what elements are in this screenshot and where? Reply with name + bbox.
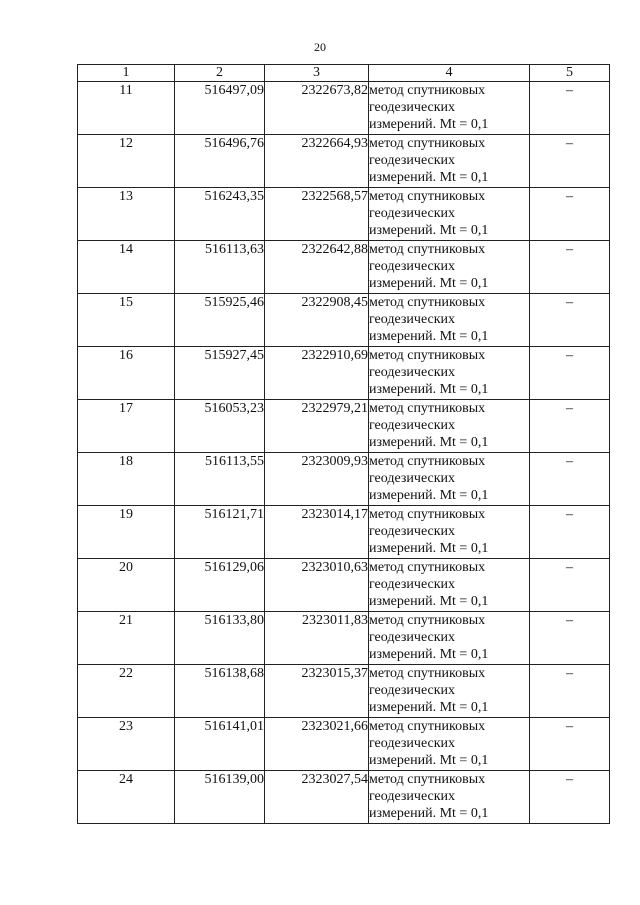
method-description (369, 559, 530, 612)
coordinate-x: 515927,45 (175, 347, 265, 400)
point-number: 17 (78, 400, 175, 453)
page-number: 20 (314, 40, 326, 54)
table-row (78, 294, 610, 347)
method-line: метод спутниковых (369, 560, 486, 575)
method-line: геодезических (369, 418, 456, 433)
point-number: 11 (78, 82, 175, 135)
header-col-1: 1 (78, 65, 175, 82)
coordinate-x: 516497,09 (175, 82, 265, 135)
coordinate-x: 516133,80 (175, 612, 265, 665)
method-description (369, 453, 530, 506)
coordinate-y: 2322642,88 (265, 241, 369, 294)
method-line: измерений. Mt = 0,1 (369, 806, 489, 821)
method-line: измерений. Mt = 0,1 (369, 170, 489, 185)
coordinate-y: 2323009,93 (265, 453, 369, 506)
coordinate-x: 516053,23 (175, 400, 265, 453)
method-line: метод спутниковых (369, 295, 486, 310)
point-number: 15 (78, 294, 175, 347)
coordinate-y: 2323014,17 (265, 506, 369, 559)
method-line: метод спутниковых (369, 348, 486, 363)
table-row (78, 771, 610, 824)
method-description (369, 294, 530, 347)
table-row (78, 559, 610, 612)
method-line: метод спутниковых (369, 454, 486, 469)
method-description (369, 188, 530, 241)
point-number: 13 (78, 188, 175, 241)
table-row (78, 400, 610, 453)
method-description (369, 135, 530, 188)
accuracy-value: – (530, 135, 610, 188)
method-line: измерений. Mt = 0,1 (369, 435, 489, 450)
point-number: 12 (78, 135, 175, 188)
method-line: метод спутниковых (369, 507, 486, 522)
coordinate-y: 2322908,45 (265, 294, 369, 347)
header-col-4: 4 (369, 65, 530, 82)
point-number: 16 (78, 347, 175, 400)
method-line: измерений. Mt = 0,1 (369, 276, 489, 291)
method-line: измерений. Mt = 0,1 (369, 329, 489, 344)
method-line: геодезических (369, 789, 456, 804)
accuracy-value: – (530, 347, 610, 400)
table-body (78, 82, 610, 824)
coordinate-y: 2322910,69 (265, 347, 369, 400)
method-line: геодезических (369, 100, 456, 115)
coordinate-y: 2322568,57 (265, 188, 369, 241)
table-row (78, 665, 610, 718)
method-line: измерений. Mt = 0,1 (369, 594, 489, 609)
method-line: измерений. Mt = 0,1 (369, 223, 489, 238)
method-line: геодезических (369, 206, 456, 221)
coordinate-x: 516496,76 (175, 135, 265, 188)
point-number: 14 (78, 241, 175, 294)
table-header-row (78, 65, 610, 82)
table-row (78, 718, 610, 771)
method-description (369, 771, 530, 824)
coordinate-x: 515925,46 (175, 294, 265, 347)
method-description (369, 506, 530, 559)
method-line: метод спутниковых (369, 772, 486, 787)
method-line: метод спутниковых (369, 719, 486, 734)
coordinate-x: 516113,55 (175, 453, 265, 506)
accuracy-value: – (530, 241, 610, 294)
table-row (78, 82, 610, 135)
point-number: 18 (78, 453, 175, 506)
accuracy-value: – (530, 771, 610, 824)
coordinate-y: 2323027,54 (265, 771, 369, 824)
method-line: измерений. Mt = 0,1 (369, 382, 489, 397)
method-line: измерений. Mt = 0,1 (369, 753, 489, 768)
point-number: 23 (78, 718, 175, 771)
table-row (78, 188, 610, 241)
table-row (78, 135, 610, 188)
method-line: геодезических (369, 471, 456, 486)
accuracy-value: – (530, 559, 610, 612)
coordinate-x: 516113,63 (175, 241, 265, 294)
method-line: измерений. Mt = 0,1 (369, 117, 489, 132)
point-number: 24 (78, 771, 175, 824)
coordinate-x: 516139,00 (175, 771, 265, 824)
point-number: 20 (78, 559, 175, 612)
method-description (369, 82, 530, 135)
accuracy-value: – (530, 188, 610, 241)
method-description (369, 612, 530, 665)
coordinate-x: 516129,06 (175, 559, 265, 612)
accuracy-value: – (530, 400, 610, 453)
method-line: измерений. Mt = 0,1 (369, 488, 489, 503)
method-line: геодезических (369, 630, 456, 645)
method-line: метод спутниковых (369, 613, 486, 628)
method-description (369, 347, 530, 400)
table-row (78, 453, 610, 506)
accuracy-value: – (530, 453, 610, 506)
table-row (78, 612, 610, 665)
accuracy-value: – (530, 506, 610, 559)
method-line: геодезических (369, 577, 456, 592)
accuracy-value: – (530, 665, 610, 718)
accuracy-value: – (530, 718, 610, 771)
method-line: геодезических (369, 524, 456, 539)
coordinate-x: 516141,01 (175, 718, 265, 771)
table-row (78, 241, 610, 294)
coordinate-x: 516121,71 (175, 506, 265, 559)
coordinate-y: 2323010,63 (265, 559, 369, 612)
coordinate-y: 2323021,66 (265, 718, 369, 771)
coordinate-y: 2322979,21 (265, 400, 369, 453)
accuracy-value: – (530, 294, 610, 347)
coordinate-y: 2322673,82 (265, 82, 369, 135)
method-line: геодезических (369, 259, 456, 274)
method-line: метод спутниковых (369, 666, 486, 681)
table-row (78, 347, 610, 400)
method-line: геодезических (369, 153, 456, 168)
point-number: 21 (78, 612, 175, 665)
method-line: метод спутниковых (369, 401, 486, 416)
method-line: геодезических (369, 736, 456, 751)
coordinate-x: 516138,68 (175, 665, 265, 718)
method-line: измерений. Mt = 0,1 (369, 700, 489, 715)
coordinates-table (77, 64, 610, 824)
table-row (78, 506, 610, 559)
method-description (369, 241, 530, 294)
method-line: метод спутниковых (369, 242, 486, 257)
coordinate-x: 516243,35 (175, 188, 265, 241)
header-col-2: 2 (175, 65, 265, 82)
method-line: измерений. Mt = 0,1 (369, 541, 489, 556)
method-line: геодезических (369, 312, 456, 327)
coordinate-y: 2322664,93 (265, 135, 369, 188)
coordinate-y: 2323011,83 (265, 612, 369, 665)
method-description (369, 400, 530, 453)
method-line: измерений. Mt = 0,1 (369, 647, 489, 662)
header-col-5: 5 (530, 65, 610, 82)
header-col-3: 3 (265, 65, 369, 82)
method-line: метод спутниковых (369, 83, 486, 98)
method-description (369, 665, 530, 718)
accuracy-value: – (530, 612, 610, 665)
method-line: геодезических (369, 683, 456, 698)
method-description (369, 718, 530, 771)
point-number: 22 (78, 665, 175, 718)
method-line: метод спутниковых (369, 136, 486, 151)
method-line: метод спутниковых (369, 189, 486, 204)
method-line: геодезических (369, 365, 456, 380)
point-number: 19 (78, 506, 175, 559)
coordinate-y: 2323015,37 (265, 665, 369, 718)
accuracy-value: – (530, 82, 610, 135)
